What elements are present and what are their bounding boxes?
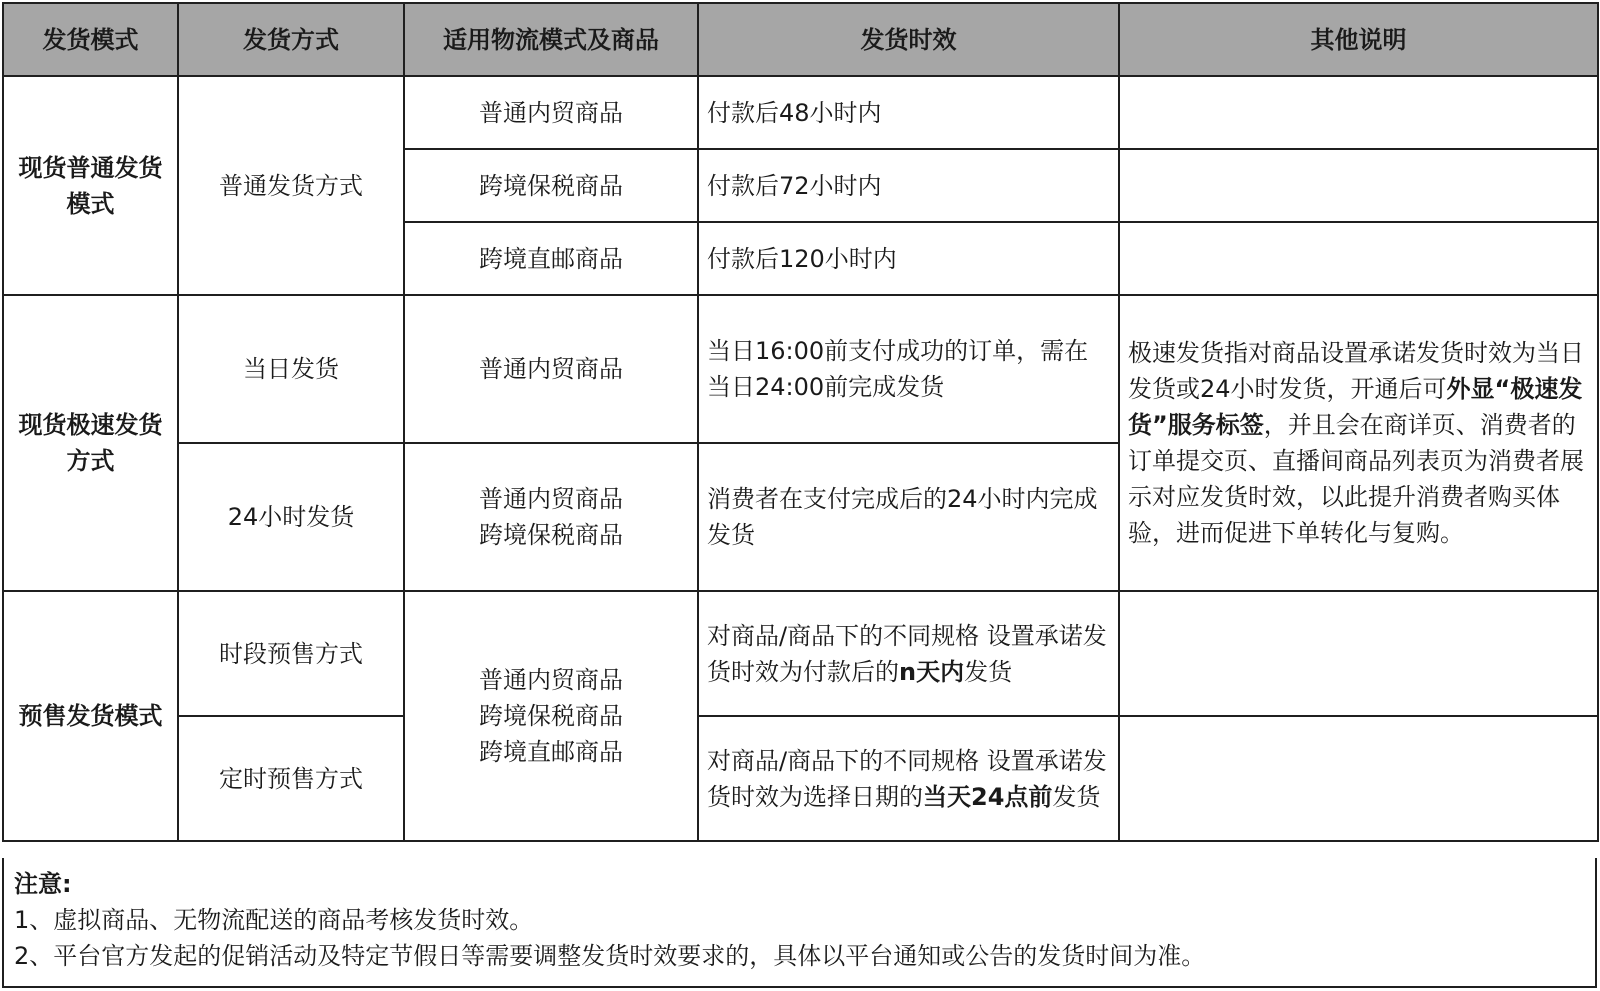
goods-cell: 普通内贸商品 [404,76,698,149]
table-row [3,591,1598,716]
timing-cell [698,591,1119,716]
notes-cell [1119,76,1598,149]
note-bold-text: 外显“极速发货”服务标签 [1128,375,1583,439]
timing-cell [698,716,1119,841]
mode-spot-normal [3,76,178,295]
header-logistics-goods: 适用物流模式及商品 [404,3,698,76]
header-shipping-method: 发货方式 [178,3,404,76]
method-24h: 24小时发货 [178,443,404,591]
timing-bold-text: 当天24点前 [923,782,1053,811]
timing-cell [698,443,1119,591]
timing-cell: 付款后120小时内 [698,222,1119,295]
notes-cell [1119,222,1598,295]
header-row [3,3,1598,76]
notes-cell [1119,716,1598,841]
goods-cell: 普通内贸商品 [404,295,698,443]
method-same-day: 当日发货 [178,295,404,443]
shipping-rules-table [2,2,1599,842]
method-scheduled-presale: 定时预售方式 [178,716,404,841]
goods-cell: 跨境直邮商品 [404,222,698,295]
goods-line: 跨境保税商品 [479,521,623,549]
notes-cell [1119,591,1598,716]
timing-text: 对商品/商品下的不同规格 设置承诺发货时效为选择日期的 [707,746,1107,811]
notes-title: 注意: [14,870,72,898]
fast-shipping-notes [1119,295,1598,591]
timing-bold-text: n天内 [899,657,965,686]
timing-text: 对商品/商品下的不同规格 设置承诺发货时效为付款后的 [707,621,1107,686]
notes-item: 2、平台官方发起的促销活动及特定节假日等需要调整发货时效要求的，具体以平台通知或公告的发货时间为准。 [14,942,1206,970]
header-shipping-timing: 发货时效 [698,3,1119,76]
notes-item: 1、虚拟商品、无物流配送的商品考核发货时效。 [14,906,534,934]
goods-line: 普通内贸商品 [479,666,623,694]
table-row [3,295,1598,443]
goods-line: 跨境直邮商品 [479,738,623,766]
notes-cell [1119,149,1598,222]
mode-spot-fast: 现货极速发货方式 [3,295,178,591]
mode-label: 现货普通发货模式 [18,153,163,218]
goods-line: 跨境保税商品 [479,702,623,730]
timing-text-rest: 发货 [1052,782,1101,811]
method-normal: 普通发货方式 [178,76,404,295]
mode-presale: 预售发货模式 [3,591,178,841]
timing-cell: 付款后48小时内 [698,76,1119,149]
timing-text: 消费者在支付完成后的24小时内完成发货 [707,485,1098,549]
method-period-presale: 时段预售方式 [178,591,404,716]
note-text-rest: ，并且会在商详页、消费者的订单提交页、直播间商品列表页为消费者展示对应发货时效，以此提升消费者购买体验，进而促进下单转化与复购。 [1128,411,1584,547]
goods-line: 普通内贸商品 [479,485,623,513]
timing-cell: 付款后72小时内 [698,149,1119,222]
note-text: 极速发货指对商品设置承诺发货时效为当日发货或24小时发货，开通后可 [1128,339,1584,403]
table-row [3,76,1598,149]
goods-cell [404,443,698,591]
header-other-notes: 其他说明 [1119,3,1598,76]
timing-text-rest: 发货 [964,657,1013,686]
timing-text: 当日16:00前支付成功的订单，需在当日24:00前完成发货 [707,337,1089,401]
header-shipping-mode: 发货模式 [3,3,178,76]
notes-section [2,858,1597,988]
table-row [3,716,1598,841]
goods-cell: 跨境保税商品 [404,149,698,222]
goods-cell [404,591,698,841]
timing-cell [698,295,1119,443]
